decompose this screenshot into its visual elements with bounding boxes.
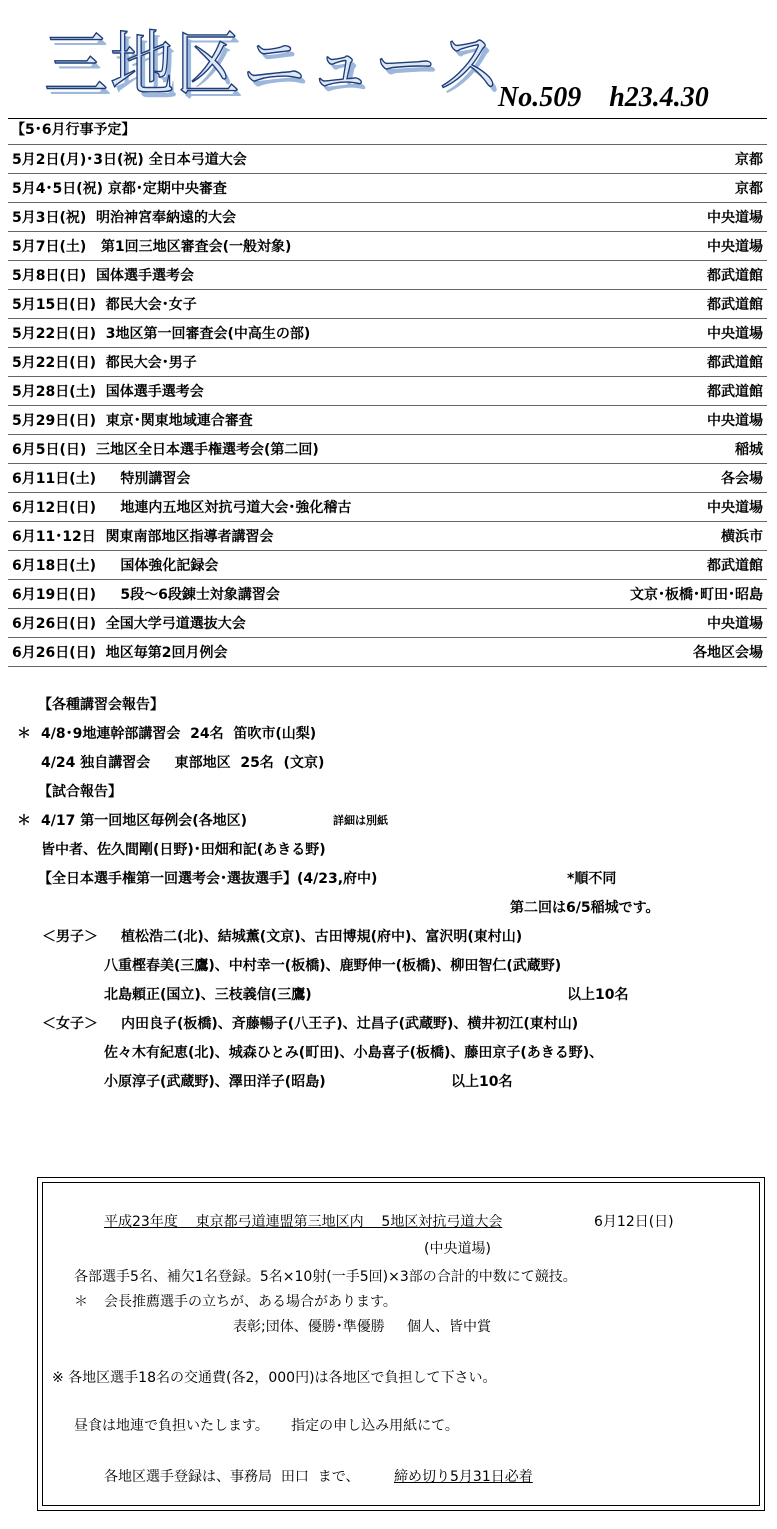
event-venue: 中央道場 bbox=[707, 500, 763, 516]
event-date-title: 6月11日(土) 特別講習会 bbox=[12, 471, 191, 487]
event-venue: 中央道場 bbox=[707, 239, 763, 255]
order-note: *順不同 bbox=[567, 871, 617, 887]
women-total: 以上10名 bbox=[451, 1074, 513, 1090]
event-venue: 各地区会場 bbox=[693, 645, 763, 661]
event-venue: 各会場 bbox=[721, 471, 763, 487]
event-row bbox=[8, 377, 767, 406]
event-row bbox=[8, 406, 767, 435]
men-players-line: 八重樫春美(三鷹)、中村幸一(板橋)、鹿野伸一(板橋)、柳田智仁(武蔵野) bbox=[104, 958, 562, 974]
event-date-title: 5月22日(日) 都民大会･男子 bbox=[12, 355, 197, 371]
event-venue: 京都 bbox=[735, 152, 763, 168]
event-date-title: 5月7日(土) 第1回三地区審査会(一般対象) bbox=[12, 239, 292, 255]
lecture-report-heading: 【各種講習会報告】 bbox=[38, 697, 164, 713]
event-date-title: 5月8日(日) 国体選手選考会 bbox=[12, 268, 195, 284]
bullet-icon: ＊ bbox=[17, 726, 31, 742]
event-row bbox=[8, 174, 767, 203]
event-row bbox=[8, 203, 767, 232]
event-row bbox=[8, 348, 767, 377]
event-date-title: 5月4･5日(祝) 京都･定期中央審査 bbox=[12, 181, 227, 197]
event-row bbox=[8, 493, 767, 522]
event-row bbox=[8, 144, 767, 174]
tournament-rules: 各部選手5名、補欠1名登録。5名×10射(一手5回)×3部の合計的中数にて競技。 bbox=[74, 1269, 577, 1285]
event-date-title: 6月26日(日) 地区毎第2回月例会 bbox=[12, 645, 228, 661]
event-date-title: 5月28日(土) 国体選手選考会 bbox=[12, 384, 204, 400]
men-players-line: 植松浩二(北)、結城薫(文京)、古田博規(府中)、富沢明(東村山) bbox=[121, 929, 523, 945]
event-row bbox=[8, 638, 767, 667]
event-venue: 文京･板橋･町田･昭島 bbox=[630, 587, 763, 603]
selection-heading: 【全日本選手権第一回選考会･選抜選手】(4/23,府中) bbox=[38, 871, 378, 887]
event-date-title: 5月22日(日) 3地区第一回審査会(中高生の部) bbox=[12, 326, 311, 342]
match-report-item: 4/17 第一回地区毎例会(各地区) bbox=[41, 813, 248, 829]
event-date-title: 6月26日(日) 全国大学弓道選抜大会 bbox=[12, 616, 246, 632]
event-venue: 中央道場 bbox=[707, 326, 763, 342]
event-row bbox=[8, 435, 767, 464]
schedule-section bbox=[8, 119, 767, 667]
lecture-report-item: 4/8･9地連幹部講習会 24名 笛吹市(山梨) bbox=[41, 726, 317, 742]
match-result: 皆中者、佐久間剛(日野)･田畑和記(あきる野) bbox=[41, 842, 326, 858]
tournament-date: 6月12日(日) bbox=[594, 1214, 674, 1230]
event-row bbox=[8, 290, 767, 319]
event-row bbox=[8, 261, 767, 290]
event-list bbox=[8, 144, 767, 667]
event-venue: 中央道場 bbox=[707, 413, 763, 429]
tournament-title: 平成23年度 東京都弓道連盟第三地区内 5地区対抗弓道大会 bbox=[104, 1214, 503, 1230]
event-row bbox=[8, 551, 767, 580]
men-players-line: 北島頼正(国立)、三枝義信(三鷹) bbox=[104, 987, 312, 1003]
event-venue: 稲城 bbox=[735, 442, 763, 458]
notice-box bbox=[37, 1177, 765, 1511]
bullet-icon: ＊ bbox=[74, 1294, 88, 1310]
event-row bbox=[8, 580, 767, 609]
event-row bbox=[8, 319, 767, 348]
event-venue: 中央道場 bbox=[707, 616, 763, 632]
issue-info bbox=[498, 82, 709, 114]
lecture-report-item: 4/24 独自講習会 東部地区 25名 (文京) bbox=[41, 755, 325, 771]
report-section bbox=[0, 688, 777, 1094]
schedule-heading: 【5･6月行事予定】 bbox=[11, 122, 136, 138]
masthead bbox=[0, 0, 777, 118]
issue-date: h23.4.30 bbox=[609, 82, 709, 113]
second-round-note: 第二回は6/5稲城です。 bbox=[510, 900, 660, 916]
event-venue: 中央道場 bbox=[707, 210, 763, 226]
match-report-heading: 【試合報告】 bbox=[38, 784, 122, 800]
men-total: 以上10名 bbox=[567, 987, 629, 1003]
women-players-line: 佐々木有紀恵(北)、城森ひとみ(町田)、小島喜子(板橋)、藤田京子(あきる野)、 bbox=[104, 1045, 604, 1061]
men-label: ＜男子＞ bbox=[42, 929, 98, 945]
event-date-title: 5月3日(祝) 明治神宮奉納遠的大会 bbox=[12, 210, 237, 226]
event-row bbox=[8, 609, 767, 638]
deadline-note: 締め切り5月31日必着 bbox=[394, 1469, 533, 1485]
event-date-title: 6月11･12日 関東南部地区指導者講習会 bbox=[12, 529, 274, 545]
transport-note: ※ 各地区選手18名の交通費(各2，000円)は各地区で負担して下さい。 bbox=[52, 1370, 497, 1386]
women-players-line: 小原淳子(武蔵野)、澤田洋子(昭島) bbox=[104, 1074, 326, 1090]
event-venue: 横浜市 bbox=[721, 529, 763, 545]
event-row bbox=[8, 232, 767, 261]
awards-note: 表彰;団体、優勝･準優勝 個人、皆中賞 bbox=[233, 1319, 491, 1335]
tournament-venue: (中央道場) bbox=[424, 1241, 491, 1257]
event-venue: 都武道館 bbox=[707, 355, 763, 371]
event-venue: 都武道館 bbox=[707, 384, 763, 400]
event-venue: 都武道館 bbox=[707, 268, 763, 284]
women-label: ＜女子＞ bbox=[42, 1016, 98, 1032]
event-date-title: 6月19日(日) 5段～6段錬士対象講習会 bbox=[12, 587, 280, 603]
event-date-title: 5月15日(日) 都民大会･女子 bbox=[12, 297, 197, 313]
event-venue: 都武道館 bbox=[707, 297, 763, 313]
event-date-title: 6月5日(日) 三地区全日本選手権選考会(第二回) bbox=[12, 442, 319, 458]
event-row bbox=[8, 464, 767, 493]
women-players-line: 内田良子(板橋)、斉藤暢子(八王子)、辻昌子(武蔵野)、横井初江(東村山) bbox=[121, 1016, 579, 1032]
recommend-note: 会長推薦選手の立ちが、ある場合があります。 bbox=[104, 1294, 397, 1310]
event-date-title: 6月12日(日) 地連内五地区対抗弓道大会･強化稽古 bbox=[12, 500, 352, 516]
detail-note: 詳細は別紙 bbox=[333, 814, 388, 827]
event-date-title: 6月18日(土) 国体強化記録会 bbox=[12, 558, 219, 574]
event-venue: 都武道館 bbox=[707, 558, 763, 574]
event-venue: 京都 bbox=[735, 181, 763, 197]
event-date-title: 5月29日(日) 東京･関東地域連合審査 bbox=[12, 413, 253, 429]
registration-note: 各地区選手登録は、事務局 田口 まで、 bbox=[104, 1469, 360, 1485]
lunch-note: 昼食は地連で負担いたします。 指定の申し込み用紙にて。 bbox=[74, 1418, 459, 1434]
bullet-icon: ＊ bbox=[17, 813, 31, 829]
event-date-title: 5月2日(月)･3日(祝) 全日本弓道大会 bbox=[12, 152, 247, 168]
event-row bbox=[8, 522, 767, 551]
issue-number: No.509 bbox=[498, 82, 582, 113]
newsletter-title: 三地区ニュース bbox=[44, 24, 503, 106]
